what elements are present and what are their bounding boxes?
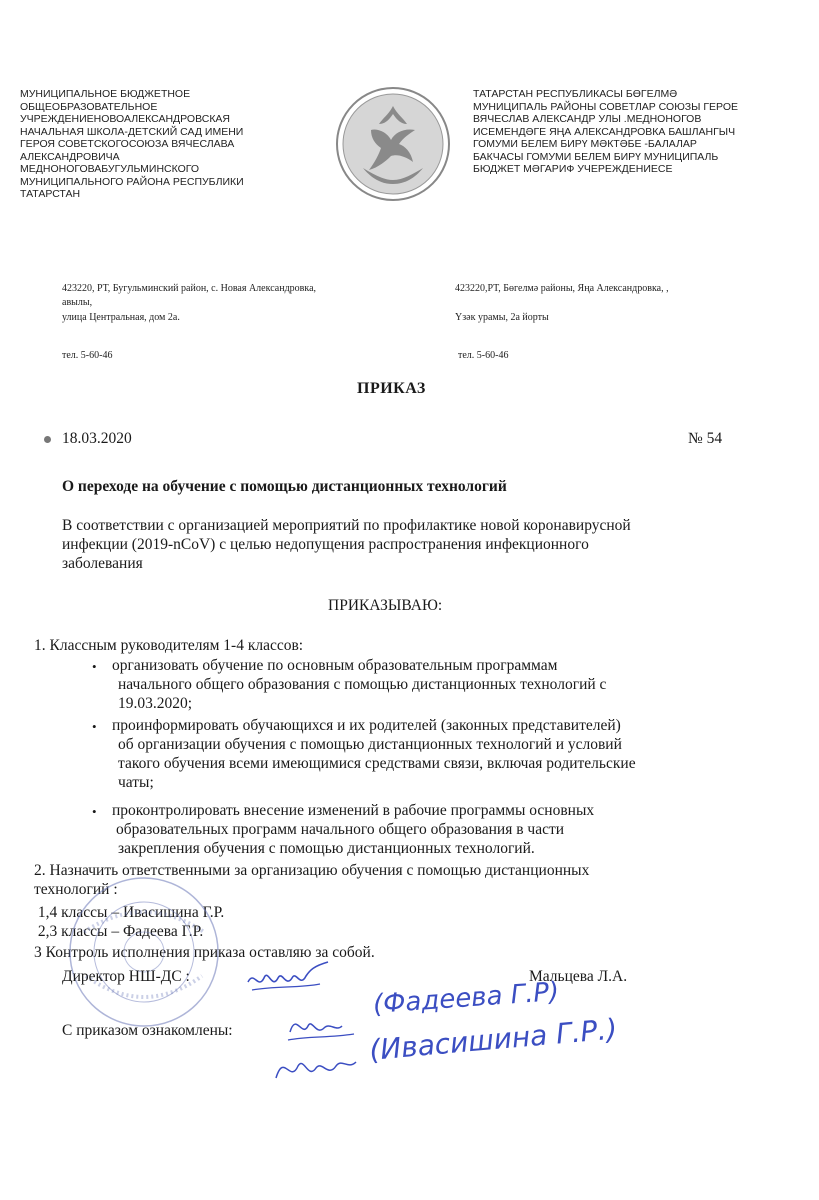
- bullet-1-line: организовать обучение по основным образовательным программам: [112, 657, 558, 674]
- left-address-line-2: авылы,: [62, 297, 93, 308]
- director-signature-icon: [244, 960, 334, 1000]
- preamble-line: заболевания: [62, 555, 143, 572]
- left-phone: тел. 5-60-46: [62, 350, 113, 361]
- left-address-line-1: 423220, РТ, Бугульминский район, с. Новая Александровка,: [62, 283, 317, 294]
- left-address-line-3: улица Центральная, дом 2а.: [62, 312, 180, 323]
- order-date: 18.03.2020: [62, 430, 132, 447]
- order-subject: О переходе на обучение с помощью дистанционных технологий: [62, 478, 507, 495]
- bullet-2-line: проинформировать обучающихся и их родителей (законных представителей): [112, 717, 621, 734]
- left-organization-name: МУНИЦИПАЛЬНОЕ БЮДЖЕТНОЕ ОБЩЕОБРАЗОВАТЕЛЬНОЕ УЧРЕЖДЕНИЕНОВОАЛЕКСАНДРОВСКАЯ НАЧАЛЬНАЯ ШКОЛА-ДЕТСКИЙ САД ИМЕНИ ГЕРОЯ СОВЕТСКОГОСОЮЗА ВЯЧЕСЛАВА АЛЕКСАНДРОВИЧА МЕДНОНОГОВАБУГУЛЬМИНСКОГО МУНИЦИПАЛЬНОГО РАЙОНА РЕСПУБЛИКИ ТАТАРСТАН: [20, 88, 244, 200]
- preamble-line: инфекции (2019-nCoV) с целью недопущения распространения инфекционного: [62, 536, 589, 553]
- bullet-2-line: чаты;: [118, 774, 154, 791]
- punch-mark: [44, 436, 51, 443]
- bullet-3-line: закрепления обучения с помощью дистанционных технологий.: [118, 840, 535, 857]
- right-address-line-1: 423220,РТ, Бөгелмә районы, Яңа Александровка, ,: [455, 283, 669, 294]
- item-2-assignee: 1,4 классы – Ивасишина Г.Р.: [34, 904, 225, 921]
- item-3-line: 3 Контроль исполнения приказа оставляю за собой.: [34, 944, 375, 961]
- item-2-line: технологий :: [34, 881, 118, 898]
- right-phone: тел. 5-60-46: [458, 350, 509, 361]
- handwritten-signature-text: (Фадеева Г.Р): [372, 976, 561, 1020]
- bullet-1-line: 19.03.2020;: [118, 695, 193, 712]
- preamble-line: В соответствии с организацией мероприятий по профилактике новой коронавирусной: [62, 517, 631, 534]
- handwritten-signature-text: (Ивасишина Г.Р.): [368, 1012, 619, 1067]
- right-address-line-2: Үзәк урамы, 2а йорты: [455, 312, 549, 323]
- right-organization-name: ТАТАРСТАН РЕСПУБЛИКАСЫ БӨГЕЛМӘ МУНИЦИПАЛЬ РАЙОНЫ СОВЕТЛАР СОЮЗЫ ГЕРОЕ ВЯЧЕСЛАВ АЛЕКСАНДР УЛЫ .МЕДНОНОГОВ ИСЕМЕНДӘГЕ ЯҢА АЛЕКСАНДРОВКА БАШЛАНГЫЧ ГОМУМИ БЕЛЕМ БИРҮ МӘКТӘБЕ -БАЛАЛАР БАКЧАСЫ ГОМУМИ БЕЛЕМ БИРҮ МУНИЦИПАЛЬ БЮДЖЕТ МӘГАРИФ УЧЕРЕЖДЕНИЕСЕ: [473, 88, 738, 175]
- document-title: ПРИКАЗ: [357, 380, 426, 397]
- bullet-1-line: начального общего образования с помощью дистанционных технологий с: [118, 676, 607, 693]
- item-2-assignee: 2,3 классы – Фадеева Г.Р.: [34, 923, 204, 940]
- tatarstan-emblem-icon: [333, 84, 453, 204]
- bullet-2-line: такого обучения всеми имеющимися средствами связи, включая родительские: [118, 755, 636, 772]
- signature-icon: [284, 1002, 364, 1046]
- director-name: Мальцева Л.А.: [529, 968, 628, 985]
- order-number: № 54: [688, 430, 723, 447]
- signature-icon: [270, 1044, 360, 1090]
- bullet-3-line: проконтролировать внесение изменений в рабочие программы основных: [112, 802, 595, 819]
- bullet-2-line: об организации обучения с помощью дистанционных технологий и условий: [118, 736, 622, 753]
- school-stamp-icon: [64, 872, 224, 1032]
- bullet-icon: •: [92, 719, 97, 734]
- acknowledgement-label: С приказом ознакомлены:: [62, 1022, 233, 1039]
- bullet-icon: •: [92, 659, 97, 674]
- bullet-icon: •: [92, 804, 97, 819]
- item-2-line: 2. Назначить ответственными за организацию обучения с помощью дистанционных: [34, 862, 590, 879]
- director-label: Директор НШ-ДС :: [62, 968, 190, 985]
- order-word: ПРИКАЗЫВАЮ:: [328, 597, 443, 614]
- bullet-3-line: образовательных программ начального общего образования в части: [116, 821, 565, 838]
- item-1-heading: 1. Классным руководителям 1-4 классов:: [34, 637, 304, 654]
